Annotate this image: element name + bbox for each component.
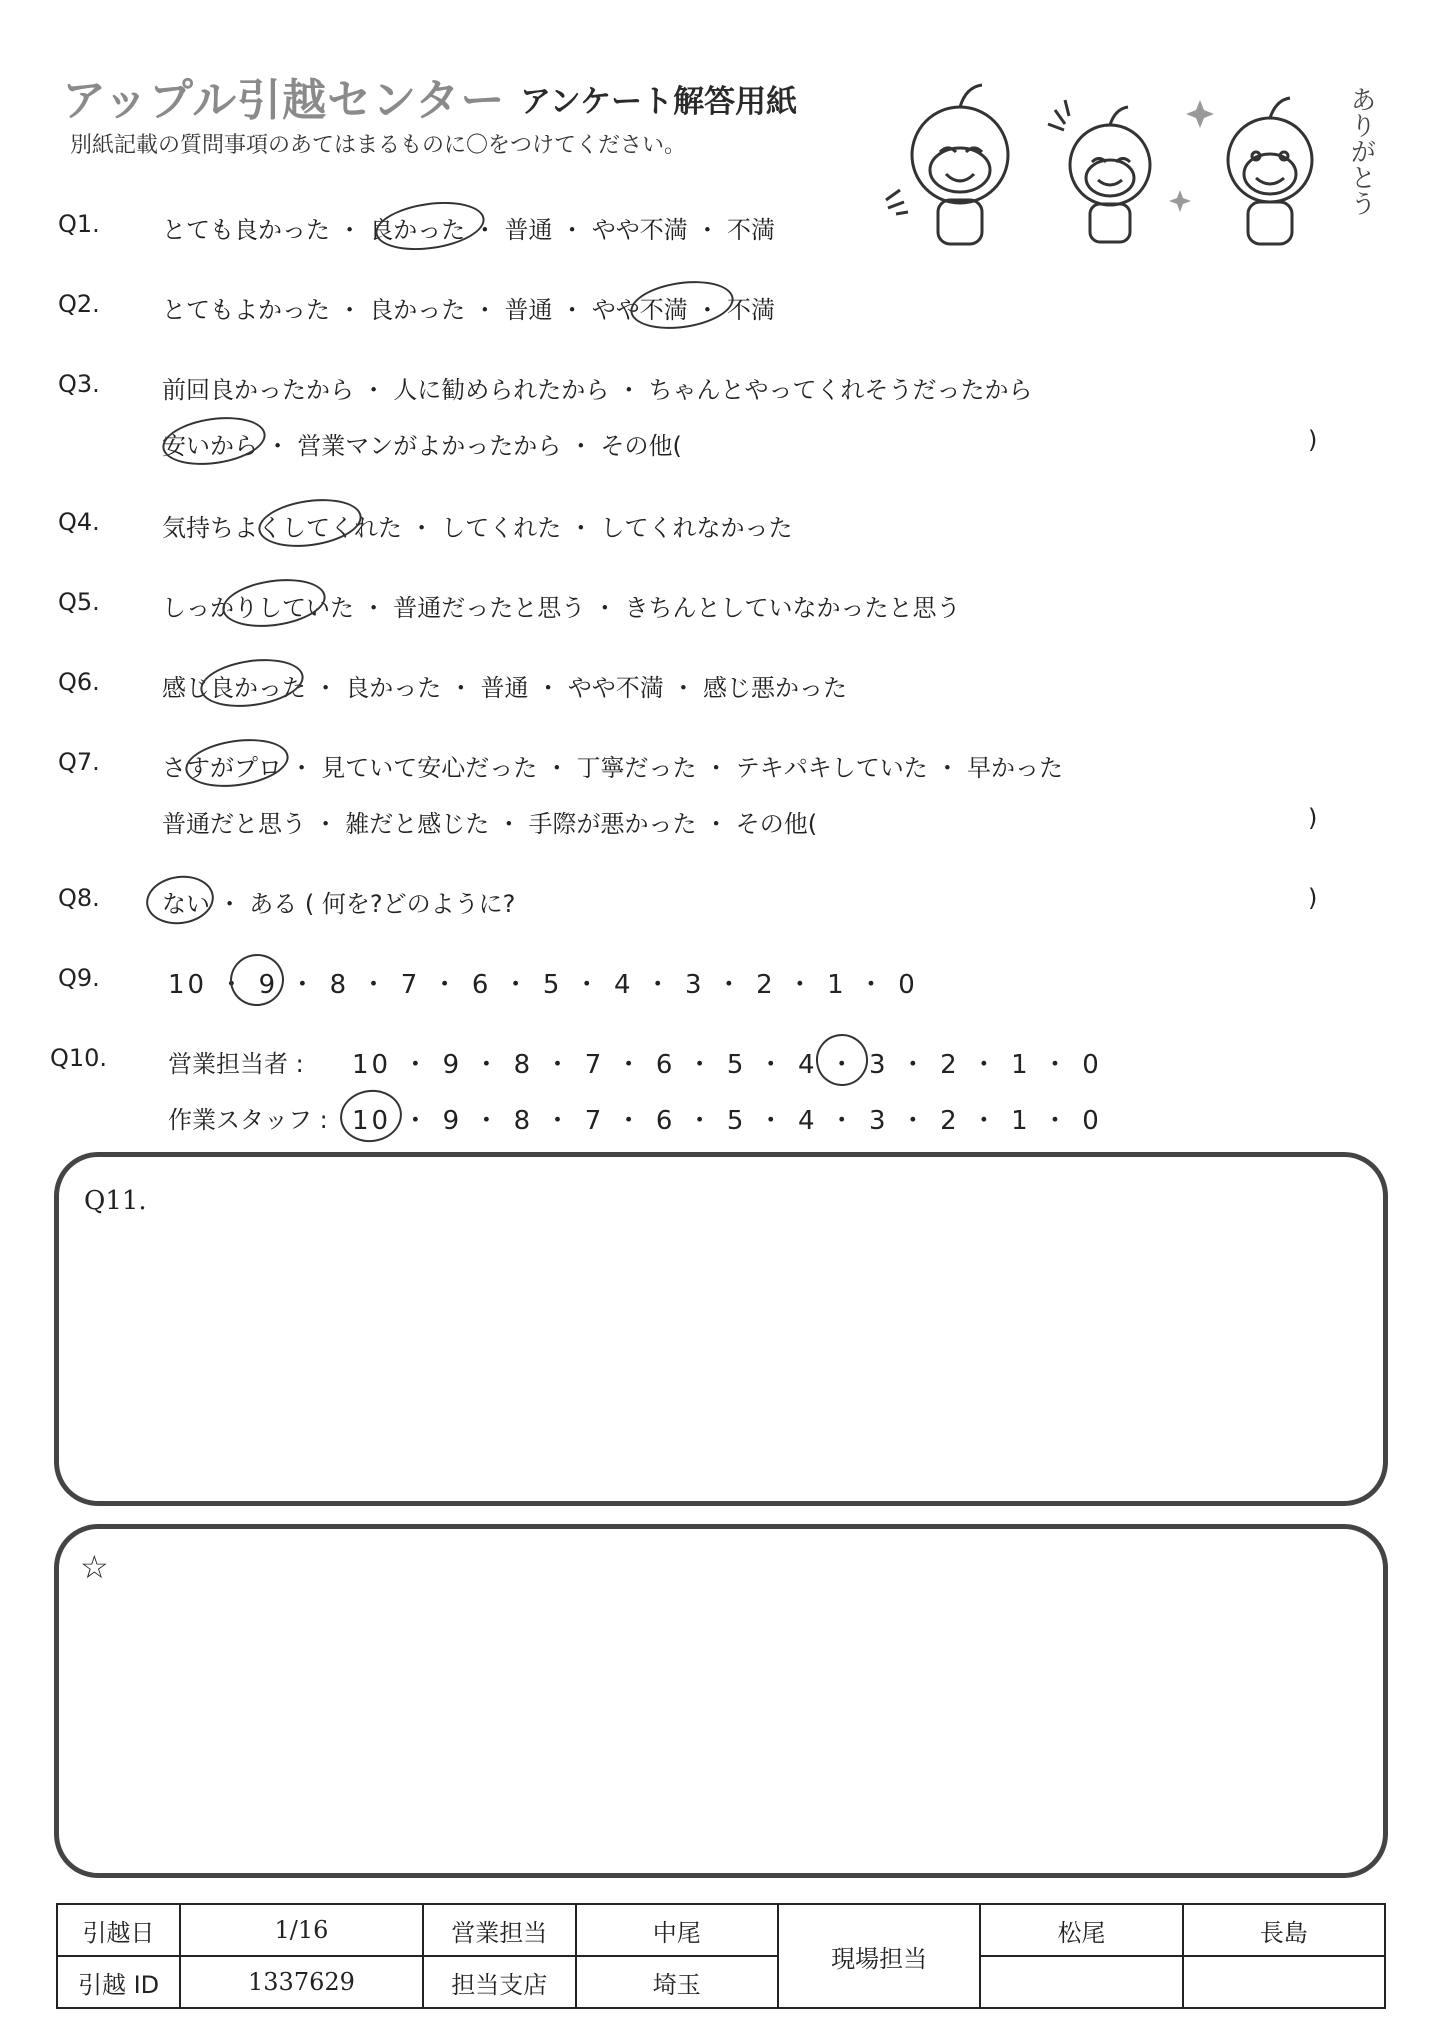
answer-circle xyxy=(255,493,364,553)
q7-options-line2: 普通だと思う ・ 雑だと感じた ・ 手際が悪かった ・ その他( xyxy=(162,810,818,838)
site-rep-empty-cell-2 xyxy=(1183,1956,1385,2008)
q6-options: 感じ良かった ・ 良かった ・ 普通 ・ やや不満 ・ 感じ悪かった xyxy=(162,674,848,702)
q9-scale: 10 ・ 9 ・ 8 ・ 7 ・ 6 ・ 5 ・ 4 ・ 3 ・ 2 ・ 1 ・ 0 xyxy=(168,970,918,1000)
q11-label: Q11. xyxy=(84,1186,147,1216)
q10-sales-scale: 10 ・ 9 ・ 8 ・ 7 ・ 6 ・ 5 ・ 4 ・ 3 ・ 2 ・ 1 ・ 0 xyxy=(352,1050,1102,1080)
q10-label: Q10. xyxy=(50,1044,108,1072)
q10-staff-label: 作業スタッフ : xyxy=(168,1106,328,1134)
site-rep-value-1: 松尾 xyxy=(980,1904,1182,1956)
move-id-label: 引越 ID xyxy=(57,1956,180,2008)
q11-comment-box xyxy=(54,1152,1388,1506)
q7-label: Q7. xyxy=(58,748,100,776)
answer-circle xyxy=(219,573,328,633)
q5-label: Q5. xyxy=(58,588,100,616)
move-info-table xyxy=(56,1903,1386,2009)
branch-value: 埼玉 xyxy=(576,1956,778,2008)
move-id-value: 1337629 xyxy=(180,1956,423,2008)
site-rep-empty-cell-1 xyxy=(980,1956,1182,2008)
q2-label: Q2. xyxy=(58,290,100,318)
brand-title: アップル引越センター xyxy=(62,75,506,126)
q8-close-paren: ) xyxy=(1308,884,1318,912)
q1-options: とても良かった ・ 良かった ・ 普通 ・ やや不満 ・ 不満 xyxy=(162,216,776,244)
answer-circle xyxy=(197,653,306,713)
q8-label: Q8. xyxy=(58,884,100,912)
sales-rep-value: 中尾 xyxy=(576,1904,778,1956)
star-comment-box xyxy=(54,1524,1388,1878)
q3-close-paren: ) xyxy=(1308,426,1318,454)
q5-options: しっかりしていた ・ 普通だったと思う ・ きちんとしていなかったと思う xyxy=(162,594,961,622)
monkey-mascot-illustration xyxy=(880,70,1350,260)
q4-label: Q4. xyxy=(58,508,100,536)
instruction-text: 別紙記載の質問事項のあてはまるものに〇をつけてください。 xyxy=(70,133,687,158)
q7-options-line1: さすがプロ ・ 見ていて安心だった ・ 丁寧だった ・ テキパキしていた ・ 早かった xyxy=(162,754,1064,782)
q10-sales-label: 営業担当者 : xyxy=(168,1050,304,1078)
q3-options-line1: 前回良かったから ・ 人に勧められたから ・ ちゃんとやってくれそうだったから xyxy=(162,376,1033,404)
q2-options: とてもよかった ・ 良かった ・ 普通 ・ やや不満 ・ 不満 xyxy=(162,296,776,324)
thanks-text: ありがとう xyxy=(1346,86,1376,216)
q3-options-line2: 安いから ・ 営業マンがよかったから ・ その他( xyxy=(162,432,682,460)
star-label: ☆ xyxy=(80,1548,109,1586)
q4-options: 気持ちよくしてくれた ・ してくれた ・ してくれなかった xyxy=(162,514,793,542)
q1-label: Q1. xyxy=(58,210,100,238)
q3-label: Q3. xyxy=(58,370,100,398)
q6-label: Q6. xyxy=(58,668,100,696)
move-date-value: 1/16 xyxy=(180,1904,423,1956)
answer-circle xyxy=(159,411,268,471)
answer-circle xyxy=(372,196,487,257)
sales-rep-label: 営業担当 xyxy=(423,1904,576,1956)
site-rep-label: 現場担当 xyxy=(778,1904,980,2008)
form-title: アンケート解答用紙 xyxy=(520,84,798,120)
q9-label: Q9. xyxy=(58,964,100,992)
q7-close-paren: ) xyxy=(1308,804,1318,832)
site-rep-value-2: 長島 xyxy=(1183,1904,1385,1956)
q8-options: ない ・ ある ( 何を?どのように? xyxy=(162,890,516,918)
answer-circle xyxy=(182,733,291,793)
move-date-label: 引越日 xyxy=(57,1904,180,1956)
answer-circle xyxy=(143,872,217,929)
answer-circle xyxy=(337,1086,406,1146)
q10-staff-scale: 10 ・ 9 ・ 8 ・ 7 ・ 6 ・ 5 ・ 4 ・ 3 ・ 2 ・ 1 ・ 0 xyxy=(352,1106,1102,1136)
answer-circle xyxy=(627,275,736,335)
branch-label: 担当支店 xyxy=(423,1956,576,2008)
